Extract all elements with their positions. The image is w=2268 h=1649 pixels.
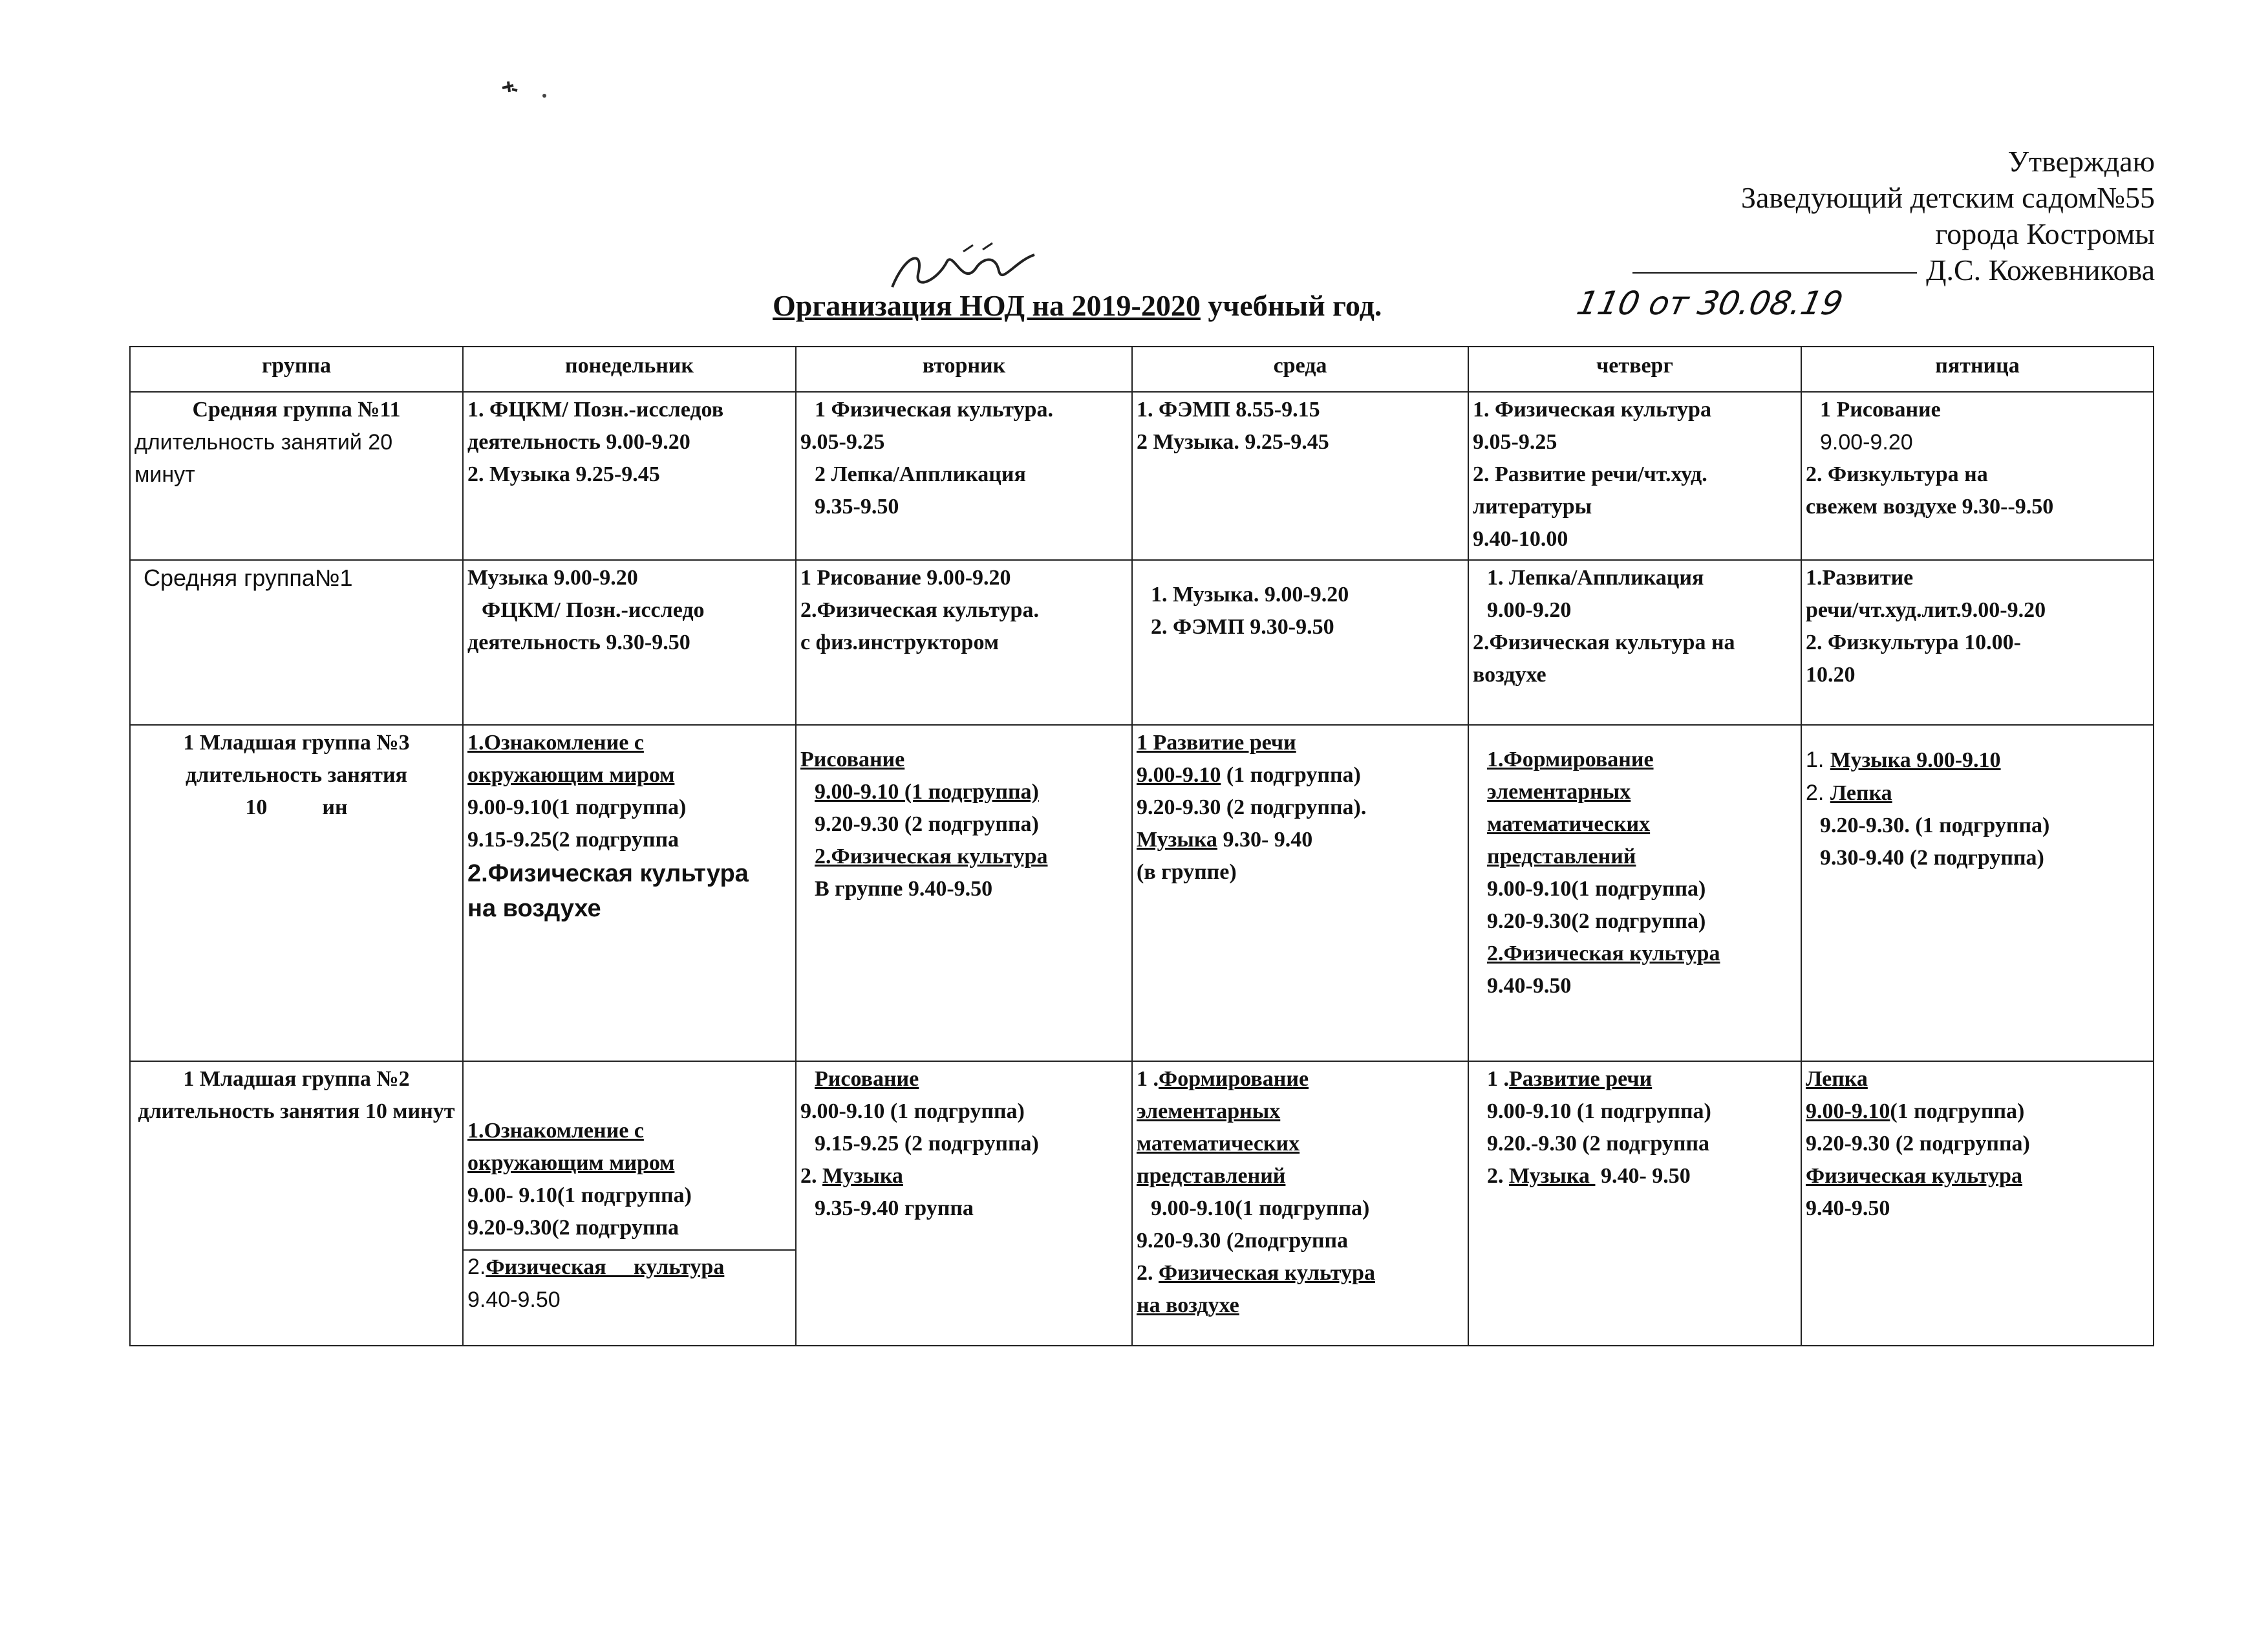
lesson-line: 9.00-9.10 (1 подгруппа) — [815, 780, 1039, 804]
thursday-cell — [1468, 1061, 1801, 1346]
lesson-line: 9.35-9.40 группа — [815, 1196, 974, 1220]
lesson-line: 9.00-9.10 (1 подгруппа) — [1487, 1099, 1711, 1123]
lesson-subject: Лепка — [1830, 781, 1892, 805]
header-wednesday: среда — [1132, 347, 1468, 392]
table-row — [130, 1061, 2154, 1346]
lesson-line: 2.Физическая культура. — [800, 598, 1039, 622]
schedule-table — [129, 346, 2154, 1346]
lesson-line: с физ.инструктором — [800, 630, 999, 654]
lesson-line — [1137, 759, 1464, 792]
tuesday-cell — [796, 725, 1132, 1061]
approval-position: Заведующий детским садом№55 — [1740, 181, 2155, 214]
lesson-line: представлений — [1137, 1164, 1286, 1188]
lesson-subject: Музыка — [1509, 1164, 1596, 1188]
lesson-subgroup: (1 подгруппа) — [1221, 763, 1361, 787]
lesson-line: 2 Музыка. 9.25-9.45 — [1137, 430, 1329, 454]
lesson-subgroup: (1 подгруппа) — [1890, 1099, 2025, 1123]
monday-cell — [463, 392, 796, 560]
lesson-time: 9.00-9.10 — [1806, 1099, 1890, 1123]
lesson-line: свежем воздухе 9.30--9.50 — [1806, 495, 2054, 519]
lesson-line: 9.15-9.25 (2 подгруппа) — [815, 1132, 1039, 1156]
group-name: Средняя группа№1 — [144, 565, 353, 591]
lesson-line: 2. Физкультура на — [1806, 462, 1988, 486]
lesson-number: 2. — [1806, 781, 1830, 805]
lesson-line: 9.20.-9.30 (2 подгруппа — [1487, 1132, 1710, 1156]
handwritten-order-note: 110 от 30.08.19 — [1573, 285, 1846, 322]
lesson-line: 2.Физическая культура — [467, 860, 749, 887]
lesson-line: 9.20-9.30 (2подгруппа — [1137, 1229, 1349, 1253]
lesson-line: 9.05-9.25 — [800, 430, 885, 454]
friday-cell — [1801, 560, 2154, 725]
lesson-time: 9.00-9.10 — [1137, 763, 1221, 787]
lesson-line: 2. Развитие речи/чт.худ. — [1473, 462, 1707, 486]
lesson-line: 9.40-9.50 — [1806, 1196, 1890, 1220]
wednesday-cell — [1132, 1061, 1468, 1346]
lesson-number: 2. — [1487, 1164, 1509, 1188]
lesson-number: 2. — [800, 1164, 822, 1188]
lesson-line: 2 Лепка/Аппликация — [815, 462, 1026, 486]
signature-line — [1632, 272, 1917, 274]
group-name: 1 Младшая группа №3 — [183, 731, 410, 755]
approval-signatory-line — [1632, 252, 2155, 288]
lesson-line: 1. Лепка/Аппликация — [1487, 566, 1704, 590]
lesson-line: 9.00- 9.10(1 подгруппа) — [467, 1183, 692, 1207]
lesson-line — [1806, 1095, 2149, 1128]
lesson-line: литературы — [1473, 495, 1592, 519]
lesson-subject: Музыка — [1137, 828, 1217, 852]
monday-cell — [463, 560, 796, 725]
lesson-line: 9.20-9.30 (2 подгруппа) — [815, 812, 1039, 836]
lesson-line: 9.00-9.10(1 подгруппа) — [467, 795, 687, 819]
lesson-line — [800, 1160, 1128, 1192]
lesson-line: 2. Музыка 9.25-9.45 — [467, 462, 660, 486]
lesson-line: математических — [1137, 1132, 1300, 1156]
approval-block — [1632, 144, 2155, 288]
approval-city: города Костромы — [1935, 217, 2155, 250]
wednesday-cell — [1132, 560, 1468, 725]
lesson-line: математических — [1487, 812, 1651, 836]
lesson-line: Музыка 9.00-9.20 — [467, 566, 638, 590]
lesson-line: 9.20-9.30(2 подгруппа — [467, 1216, 679, 1240]
group-cell — [130, 560, 463, 725]
lesson-line: 9.35-9.50 — [815, 495, 899, 519]
lesson-time: 9.30- 9.40 — [1217, 828, 1313, 852]
table-row — [130, 560, 2154, 725]
lesson-line: 9.00-9.20 — [1820, 430, 1913, 455]
lesson-line: ФЦКМ/ Позн.-исследо — [482, 598, 705, 622]
lesson-line: элементарных — [1487, 780, 1631, 804]
lesson-line: 9.00-9.10(1 подгруппа) — [1487, 877, 1706, 901]
group-duration: длительность занятия — [186, 763, 407, 787]
lesson-line: 1. Музыка. 9.00-9.20 — [1151, 583, 1349, 607]
header-thursday: четверг — [1468, 347, 1801, 392]
lesson-line — [1806, 744, 2149, 777]
group-cell — [130, 392, 463, 560]
lesson-line: Лепка — [1806, 1067, 1868, 1091]
lesson-line — [1137, 1063, 1464, 1095]
lesson-line: 9.00-9.10 (1 подгруппа) — [800, 1099, 1025, 1123]
document-title-suffix: учебный год. — [1200, 289, 1382, 322]
lesson-line: 10.20 — [1806, 663, 1856, 687]
group-name: Средняя группа №11 — [192, 398, 401, 422]
lesson-number: 1 . — [1137, 1067, 1159, 1091]
lesson-line: 2.Физическая культура на — [1473, 630, 1735, 654]
lesson-line: (в группе) — [1137, 860, 1237, 884]
group-name: 1 Младшая группа №2 — [183, 1067, 410, 1091]
lesson-line: окружающим миром — [467, 1151, 675, 1175]
lesson-line: 1 Рисование 9.00-9.20 — [800, 566, 1011, 590]
lesson-line: 9.00-9.20 — [1487, 598, 1572, 622]
monday-cell — [463, 725, 796, 1061]
lesson-line: 9.20-9.30 (2 подгруппа) — [1806, 1132, 2030, 1156]
lesson-number: 1 . — [1487, 1067, 1509, 1091]
group-duration-value: 10 ин — [245, 795, 348, 819]
table-row — [130, 392, 2154, 560]
lesson-line — [1473, 1063, 1797, 1095]
header-group: группа — [130, 347, 463, 392]
lesson-line: 1. ФЦКМ/ Позн.-исследов — [467, 398, 724, 422]
wednesday-cell — [1132, 725, 1468, 1061]
group-cell — [130, 725, 463, 1061]
group-duration: длительность занятия 10 минут — [138, 1099, 455, 1123]
lesson-line: Физическая культура — [1806, 1164, 2022, 1188]
group-cell — [130, 1061, 463, 1346]
lesson-line — [1806, 777, 2149, 810]
lesson-line: речи/чт.худ.лит.9.00-9.20 — [1806, 598, 2046, 622]
lesson-line: 9.40-9.50 — [1487, 974, 1572, 998]
lesson-line: на воздухе — [1137, 1293, 1239, 1317]
monday-cell — [463, 1061, 796, 1346]
lesson-line: 1.Ознакомление с — [467, 731, 644, 755]
table-row — [130, 725, 2154, 1061]
lesson-line: 1.Ознакомление с — [467, 1119, 644, 1143]
group-duration: длительность занятий 20 минут — [134, 430, 393, 487]
lesson-subject: Физическая культура — [486, 1255, 725, 1279]
thursday-cell — [1468, 560, 1801, 725]
lesson-line: 2. ФЭМП 9.30-9.50 — [1151, 615, 1334, 639]
lesson-line: представлений — [1487, 845, 1636, 868]
lesson-line: Рисование — [815, 1067, 919, 1091]
lesson-line: на воздухе — [467, 895, 601, 922]
lesson-line: 9.15-9.25(2 подгруппа — [467, 828, 679, 852]
header-monday: понедельник — [463, 347, 796, 392]
lesson-line: В группе 9.40-9.50 — [815, 877, 993, 901]
lesson-line: 9.30-9.40 (2 подгруппа) — [1820, 846, 2044, 870]
lesson-line: элементарных — [1137, 1099, 1281, 1123]
lesson-line: 2.Физическая культура — [1487, 942, 1720, 965]
lesson-subject: Формирование — [1159, 1067, 1309, 1091]
thursday-cell — [1468, 392, 1801, 560]
lesson-line: 1 Развитие речи — [1137, 731, 1296, 755]
lesson-line: 9.20-9.30. (1 подгруппа) — [1820, 814, 2050, 837]
lesson-line: 1.Развитие — [1806, 566, 1914, 590]
lesson-subject: Музыка — [822, 1164, 903, 1188]
lesson-line: 9.40-9.50 — [467, 1288, 561, 1312]
thursday-cell — [1468, 725, 1801, 1061]
lesson-number: 2. — [1137, 1261, 1159, 1285]
lesson-line: 2. Физкультура 10.00- — [1806, 630, 2021, 654]
monday-subcell — [464, 1249, 795, 1316]
lesson-subject: Музыка 9.00-9.10 — [1830, 748, 2001, 772]
tuesday-cell — [796, 1061, 1132, 1346]
lesson-line: воздухе — [1473, 663, 1546, 687]
lesson-line — [467, 1251, 791, 1284]
lesson-line: Рисование — [800, 748, 905, 771]
lesson-time: 9.40- 9.50 — [1595, 1164, 1691, 1188]
table-header-row — [130, 347, 2154, 392]
lesson-line: деятельность 9.30-9.50 — [467, 630, 690, 654]
lesson-line: 9.20-9.30 (2 подгруппа). — [1137, 795, 1367, 819]
friday-cell — [1801, 1061, 2154, 1346]
lesson-line: 9.05-9.25 — [1473, 430, 1557, 454]
lesson-subject: Физическая культура — [1159, 1261, 1375, 1285]
scan-artifact-mark — [499, 76, 551, 102]
document-title-main: Организация НОД на 2019-2020 — [773, 289, 1201, 322]
document-title — [773, 288, 1382, 323]
lesson-line — [1137, 824, 1464, 856]
lesson-line: 9.00-9.10(1 подгруппа) — [1151, 1196, 1370, 1220]
lesson-line: деятельность 9.00-9.20 — [467, 430, 690, 454]
lesson-line: 2.Физическая культура — [815, 845, 1048, 868]
lesson-line: 1 Физическая культура. — [815, 398, 1053, 422]
approval-heading: Утверждаю — [2007, 145, 2155, 178]
lesson-line: 1 Рисование — [1820, 398, 1941, 422]
lesson-line: 9.40-10.00 — [1473, 527, 1568, 551]
header-tuesday: вторник — [796, 347, 1132, 392]
lesson-number: 1. — [1806, 748, 1830, 772]
header-friday: пятница — [1801, 347, 2154, 392]
tuesday-cell — [796, 392, 1132, 560]
lesson-line: окружающим миром — [467, 763, 675, 787]
wednesday-cell — [1132, 392, 1468, 560]
lesson-line — [1137, 1257, 1464, 1289]
lesson-line: 1. ФЭМП 8.55-9.15 — [1137, 398, 1320, 422]
lesson-line — [1473, 1160, 1797, 1192]
lesson-number: 2. — [467, 1255, 486, 1279]
lesson-line: 1. Физическая культура — [1473, 398, 1711, 422]
lesson-line: 1.Формирование — [1487, 748, 1654, 771]
lesson-subject: Развитие речи — [1509, 1067, 1653, 1091]
tuesday-cell — [796, 560, 1132, 725]
lesson-line: 9.20-9.30(2 подгруппа) — [1487, 909, 1706, 933]
approval-signatory: Д.С. Кожевникова — [1926, 253, 2155, 286]
friday-cell — [1801, 725, 2154, 1061]
friday-cell — [1801, 392, 2154, 560]
